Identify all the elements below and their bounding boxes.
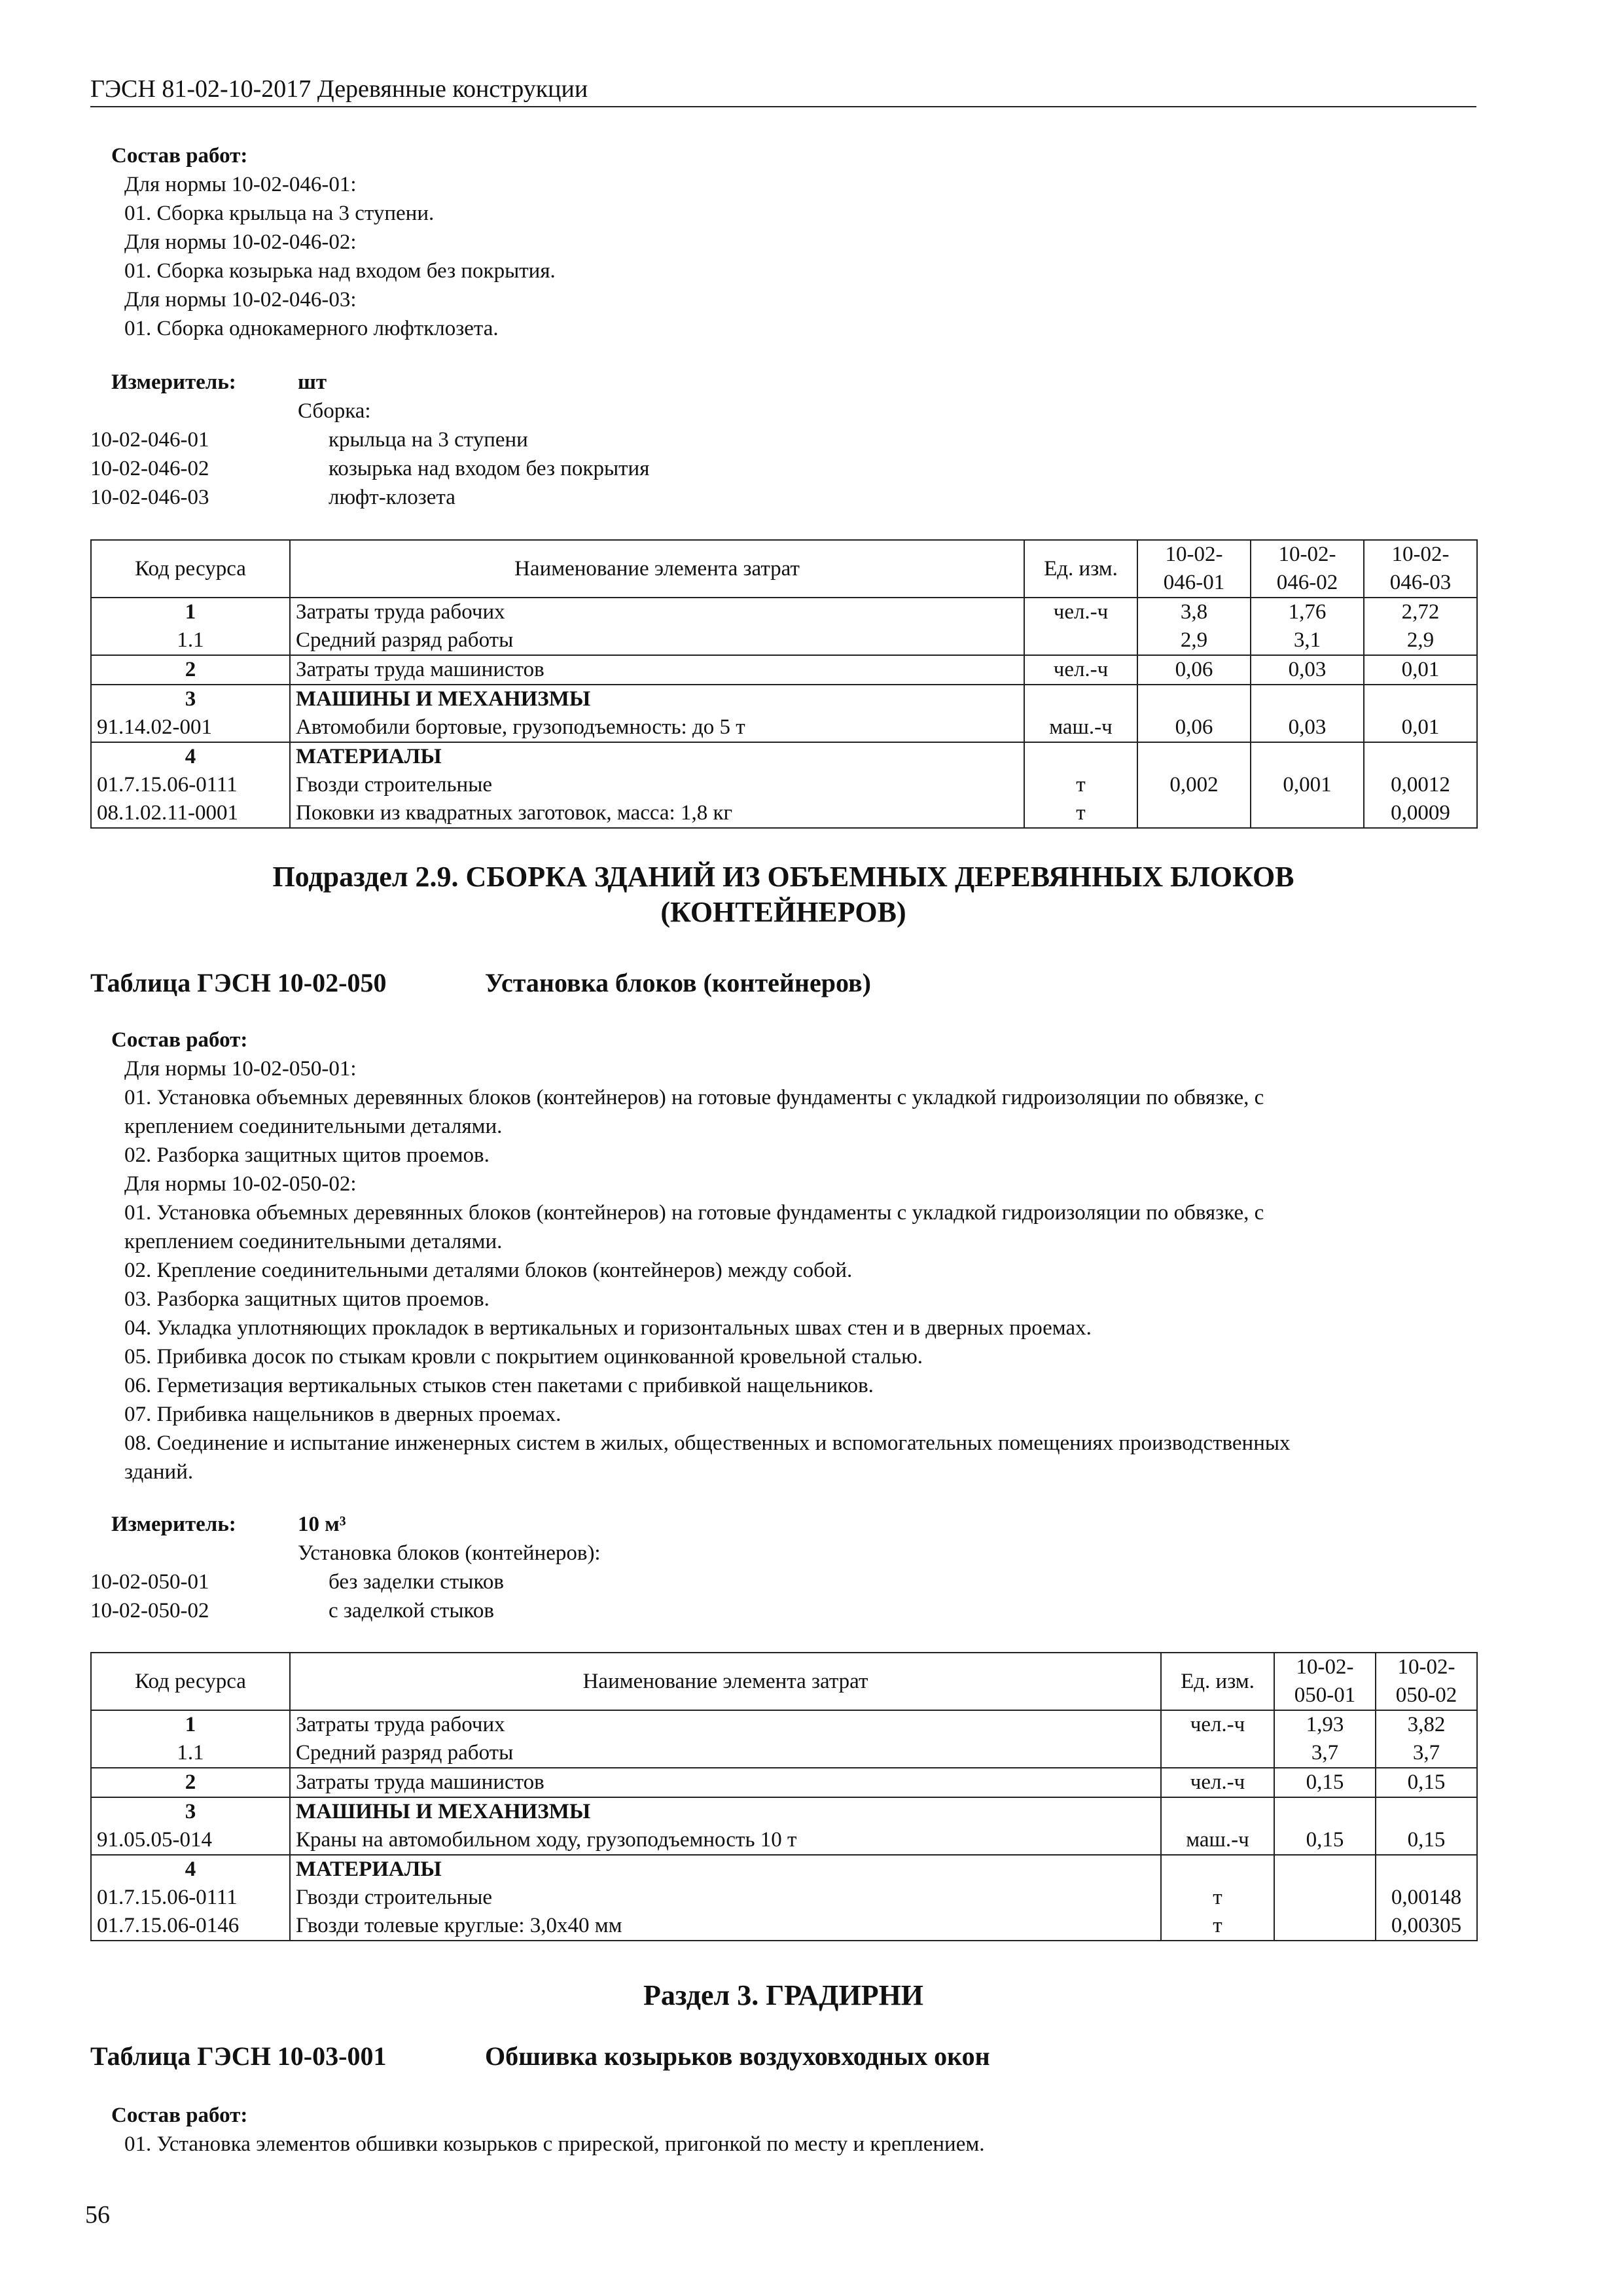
norm-value (1274, 1884, 1376, 1912)
norm-value: 0,01 (1364, 713, 1477, 742)
table-row (91, 771, 1477, 799)
unit (1024, 685, 1137, 713)
norm-list (90, 1568, 1476, 1625)
composition-line: 01. Установка элементов обшивки козырьков с приреской, пригонкой по месту и креплением. (124, 2132, 985, 2156)
table-row (91, 655, 1477, 685)
subsection-title-line-1: Подраздел 2.9. СБОРКА ЗДАНИЙ ИЗ ОБЪЕМНЫХ ДЕРЕВЯННЫХ БЛОКОВ (272, 861, 1294, 893)
composition-line: креплением соединительными деталями. (124, 1115, 503, 1138)
composition-line: 07. Прибивка нащельников в дверных проемах. (124, 1403, 562, 1426)
norm-value: 0,15 (1274, 1768, 1376, 1797)
norm-code: 10-02-046-02 (90, 457, 209, 480)
table-label: Таблица ГЭСН 10-03-001 (90, 2041, 387, 2071)
composition-line: 04. Укладка уплотняющих прокладок в вертикальных и горизонтальных швах стен и в дверных проемах. (124, 1316, 1092, 1340)
table-row (91, 1797, 1477, 1826)
composition-line: зданий. (124, 1460, 194, 1484)
cost-item-name: Затраты труда машинистов (290, 655, 1024, 685)
composition-line: Для нормы 10-02-046-03: (124, 288, 357, 312)
norm-value (1376, 1797, 1477, 1826)
table-title-050 (90, 967, 1476, 999)
norm-value: 3,8 (1137, 598, 1251, 626)
composition-line: 01. Сборка крыльца на 3 ступени. (124, 202, 435, 225)
resource-code: 4 (91, 742, 290, 771)
cost-item-name: МАШИНЫ И МЕХАНИЗМЫ (290, 1797, 1161, 1826)
column-header: Наименование элемента затрат (290, 540, 1024, 598)
composition-lines (90, 2130, 1476, 2159)
cost-item-name: Гвозди строительные (290, 771, 1024, 799)
unit: чел.-ч (1161, 1710, 1274, 1739)
cost-item-name: Затраты труда рабочих (290, 1710, 1161, 1739)
norm-value: 3,82 (1376, 1710, 1477, 1739)
cost-item-name: Гвозди строительные (290, 1884, 1161, 1912)
norm-name: люфт-клозета (329, 486, 455, 509)
composition-line: Для нормы 10-02-050-02: (124, 1172, 357, 1196)
resource-code: 1 (91, 1710, 290, 1739)
norm-code: 10-02-046-01 (90, 428, 209, 452)
norm-value (1376, 1855, 1477, 1884)
cost-item-name: МАТЕРИАЛЫ (290, 1855, 1161, 1884)
composition-heading: Состав работ: (111, 2104, 248, 2127)
norm-value: 0,00305 (1376, 1912, 1477, 1941)
cost-item-name: Средний разряд работы (290, 1739, 1161, 1768)
resource-code: 91.05.05-014 (91, 1826, 290, 1855)
column-header: Ед. изм. (1024, 540, 1137, 598)
composition-heading: Состав работ: (111, 1028, 248, 1052)
norm-value: 0,0009 (1364, 799, 1477, 828)
column-header: 10-02- 050-02 (1376, 1653, 1477, 1710)
composition-block-046 (90, 141, 1476, 343)
norm-code: 10-02-046-03 (90, 486, 209, 509)
resource-code: 1.1 (91, 1739, 290, 1768)
composition-line: 01. Сборка однокамерного люфтклозета. (124, 317, 499, 340)
meter-unit: шт (298, 370, 327, 394)
meter-block-050 (90, 1510, 1476, 1625)
norm-row (90, 483, 1476, 512)
norm-value (1251, 685, 1364, 713)
composition-block-10-03-001 (90, 2101, 1476, 2159)
norm-value: 2,72 (1364, 598, 1477, 626)
norm-value (1137, 685, 1251, 713)
unit: маш.-ч (1161, 1826, 1274, 1855)
composition-lines (90, 1054, 1476, 1486)
norm-value (1251, 742, 1364, 771)
meter-unit: 10 м³ (298, 1513, 346, 1536)
resource-code: 1 (91, 598, 290, 626)
subsection-title-line-2: (КОНТЕЙНЕРОВ) (660, 896, 906, 928)
norm-value: 0,15 (1376, 1826, 1477, 1855)
composition-line: Для нормы 10-02-046-02: (124, 230, 357, 254)
column-header: 10-02- 046-01 (1137, 540, 1251, 598)
norm-value (1274, 1855, 1376, 1884)
norm-value: 0,0012 (1364, 771, 1477, 799)
unit: т (1024, 771, 1137, 799)
column-header: Наименование элемента затрат (290, 1653, 1161, 1710)
composition-line: 02. Разборка защитных щитов проемов. (124, 1143, 490, 1167)
norm-row (90, 454, 1476, 483)
table-row (91, 713, 1477, 742)
column-header: 10-02- 050-01 (1274, 1653, 1376, 1710)
page-number: 56 (85, 2201, 110, 2229)
unit: чел.-ч (1024, 598, 1137, 626)
norm-value: 0,03 (1251, 713, 1364, 742)
norm-name: крыльца на 3 ступени (329, 428, 528, 452)
norm-value (1364, 685, 1477, 713)
composition-line: 01. Установка объемных деревянных блоков (контейнеров) на готовые фундаменты с укладкой гидроизоляции по обвязке, с (124, 1201, 1264, 1225)
norm-value: 1,76 (1251, 598, 1364, 626)
column-header: 10-02- 046-02 (1251, 540, 1364, 598)
cost-item-name: Затраты труда машинистов (290, 1768, 1161, 1797)
running-header: ГЭСН 81-02-10-2017 Деревянные конструкции (90, 73, 1476, 107)
resource-code: 2 (91, 655, 290, 685)
norm-name: козырька над входом без покрытия (329, 457, 650, 480)
composition-line: креплением соединительными деталями. (124, 1230, 503, 1253)
unit (1024, 742, 1137, 771)
composition-line: 08. Соединение и испытание инженерных систем в жилых, общественных и вспомогательных помещениях производственных (124, 1431, 1291, 1455)
resource-code: 08.1.02.11-0001 (91, 799, 290, 828)
composition-line: 01. Установка объемных деревянных блоков (контейнеров) на готовые фундаменты с укладкой гидроизоляции по обвязке, с (124, 1086, 1264, 1109)
meter-subtitle: Сборка: (298, 399, 371, 423)
norm-value (1274, 1797, 1376, 1826)
composition-lines (90, 170, 1476, 343)
cost-item-name: Гвозди толевые круглые: 3,0х40 мм (290, 1912, 1161, 1941)
meter-block-046 (90, 368, 1476, 512)
unit: маш.-ч (1024, 713, 1137, 742)
column-header: Код ресурса (91, 540, 290, 598)
table-row (91, 742, 1477, 771)
unit (1161, 1797, 1274, 1826)
cost-item-name: МАШИНЫ И МЕХАНИЗМЫ (290, 685, 1024, 713)
resource-code: 4 (91, 1855, 290, 1884)
table-row (91, 1826, 1477, 1855)
resource-code: 91.14.02-001 (91, 713, 290, 742)
table-title-10-03-001 (90, 2040, 1476, 2073)
column-header: Ед. изм. (1161, 1653, 1274, 1710)
table-row (91, 1884, 1477, 1912)
norm-value: 2,9 (1137, 626, 1251, 655)
norm-value: 0,15 (1376, 1768, 1477, 1797)
norm-name: с заделкой стыков (329, 1599, 494, 1623)
norm-value: 2,9 (1364, 626, 1477, 655)
norm-value: 0,15 (1274, 1826, 1376, 1855)
table-row (91, 1855, 1477, 1884)
resource-table-046 (90, 539, 1478, 829)
table-row (91, 1912, 1477, 1941)
composition-line: 06. Герметизация вертикальных стыков стен пакетами с прибивкой нащельников. (124, 1374, 874, 1397)
table-name: Обшивка козырьков воздуховходных окон (485, 2041, 990, 2071)
norm-value: 0,001 (1251, 771, 1364, 799)
meter-label: Измеритель: (111, 370, 236, 394)
norm-value: 0,06 (1137, 655, 1251, 685)
norm-value (1274, 1912, 1376, 1941)
norm-value (1137, 742, 1251, 771)
norm-value: 3,1 (1251, 626, 1364, 655)
norm-value: 0,01 (1364, 655, 1477, 685)
composition-line: Для нормы 10-02-050-01: (124, 1057, 357, 1081)
cost-item-name: Затраты труда рабочих (290, 598, 1024, 626)
norm-value (1137, 799, 1251, 828)
composition-line: 02. Крепление соединительными деталями блоков (контейнеров) между собой. (124, 1259, 853, 1282)
table-row (91, 626, 1477, 655)
section-3-title: Раздел 3. ГРАДИРНИ (643, 1979, 924, 2011)
table-row (91, 685, 1477, 713)
unit: т (1161, 1912, 1274, 1941)
norm-value: 3,7 (1376, 1739, 1477, 1768)
table-row (91, 1739, 1477, 1768)
table-name: Установка блоков (контейнеров) (485, 968, 871, 997)
norm-value (1364, 742, 1477, 771)
resource-code: 01.7.15.06-0111 (91, 1884, 290, 1912)
table-row (91, 1768, 1477, 1797)
resource-code: 1.1 (91, 626, 290, 655)
norm-name: без заделки стыков (329, 1570, 504, 1594)
unit: т (1161, 1884, 1274, 1912)
cost-item-name: Поковки из квадратных заготовок, масса: 1,8 кг (290, 799, 1024, 828)
meter-subtitle: Установка блоков (контейнеров): (298, 1541, 601, 1565)
norm-value: 0,00148 (1376, 1884, 1477, 1912)
table-label: Таблица ГЭСН 10-02-050 (90, 968, 387, 997)
norm-value: 0,002 (1137, 771, 1251, 799)
resource-code: 3 (91, 1797, 290, 1826)
composition-line: Для нормы 10-02-046-01: (124, 173, 357, 196)
cost-item-name: Средний разряд работы (290, 626, 1024, 655)
composition-line: 05. Прибивка досок по стыкам кровли с покрытием оцинкованной кровельной сталью. (124, 1345, 923, 1369)
norm-code: 10-02-050-02 (90, 1599, 209, 1623)
norm-value: 0,06 (1137, 713, 1251, 742)
resource-code: 01.7.15.06-0111 (91, 771, 290, 799)
composition-block-050 (90, 1026, 1476, 1486)
unit (1024, 626, 1137, 655)
unit: чел.-ч (1024, 655, 1137, 685)
resource-code: 2 (91, 1768, 290, 1797)
norm-value (1251, 799, 1364, 828)
cost-item-name: МАТЕРИАЛЫ (290, 742, 1024, 771)
column-header: 10-02- 046-03 (1364, 540, 1477, 598)
table-row (91, 598, 1477, 626)
composition-line: 01. Сборка козырька над входом без покрытия. (124, 259, 556, 283)
unit (1161, 1739, 1274, 1768)
norm-row (90, 1596, 1476, 1625)
norm-value: 0,03 (1251, 655, 1364, 685)
norm-code: 10-02-050-01 (90, 1570, 209, 1594)
unit: чел.-ч (1161, 1768, 1274, 1797)
norm-list (90, 425, 1476, 512)
norm-row (90, 425, 1476, 454)
norm-value: 1,93 (1274, 1710, 1376, 1739)
column-header: Код ресурса (91, 1653, 290, 1710)
subsection-title (90, 859, 1476, 930)
norm-value: 3,7 (1274, 1739, 1376, 1768)
cost-item-name: Краны на автомобильном ходу, грузоподъемность 10 т (290, 1826, 1161, 1855)
table-row (91, 1710, 1477, 1739)
composition-heading: Состав работ: (111, 144, 248, 168)
cost-item-name: Автомобили бортовые, грузоподъемность: до 5 т (290, 713, 1024, 742)
unit (1161, 1855, 1274, 1884)
resource-code: 3 (91, 685, 290, 713)
resource-code: 01.7.15.06-0146 (91, 1912, 290, 1941)
meter-label: Измеритель: (111, 1513, 236, 1536)
table-row (91, 799, 1477, 828)
norm-row (90, 1568, 1476, 1596)
resource-table-050 (90, 1652, 1478, 1941)
composition-line: 03. Разборка защитных щитов проемов. (124, 1287, 490, 1311)
unit: т (1024, 799, 1137, 828)
